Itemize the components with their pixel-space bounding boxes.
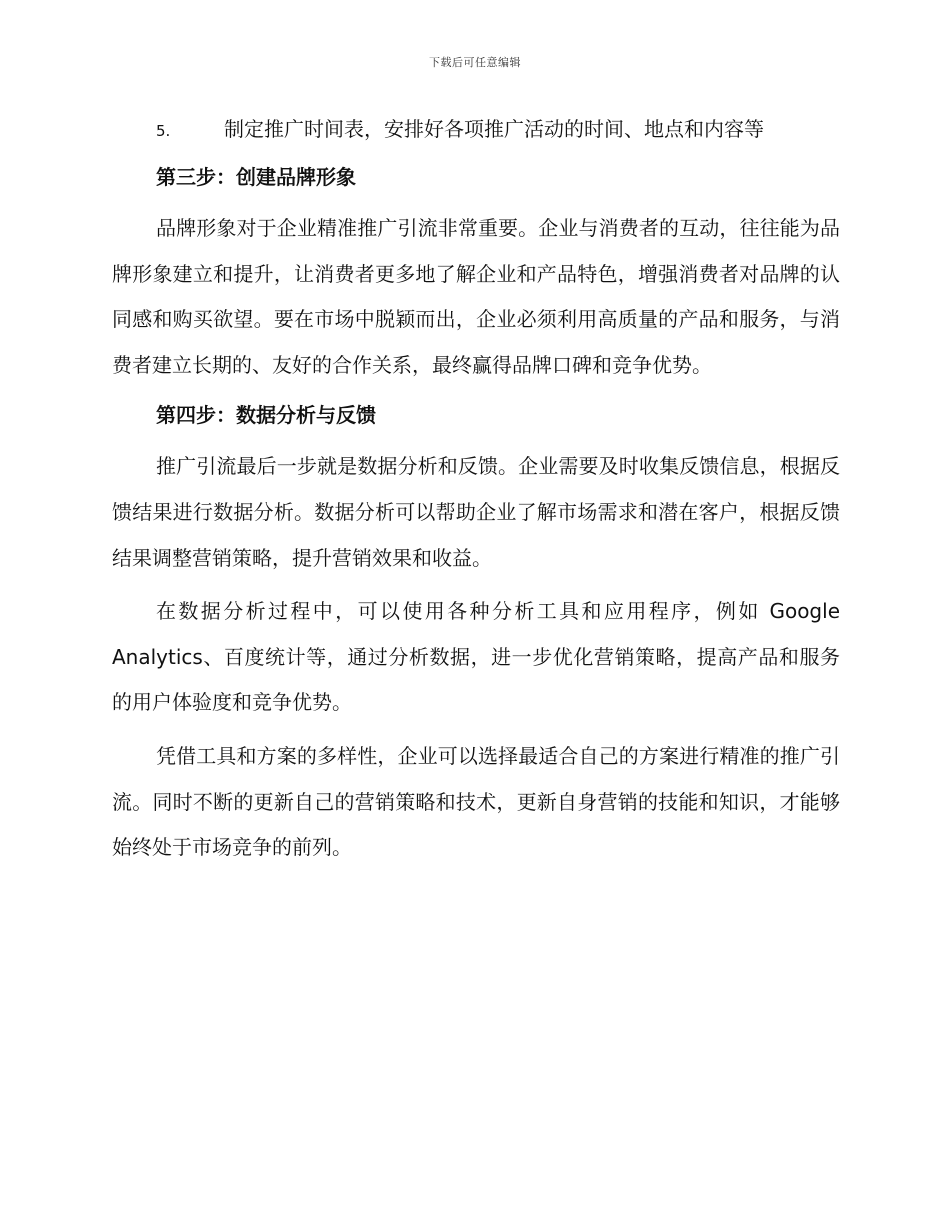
- paragraph-data-analysis: 推广引流最后一步就是数据分析和反馈。企业需要及时收集反馈信息，根据反馈结果进行数据分析。数据分析可以帮助企业了解市场需求和潜在客户，根据反馈结果调整营销策略，提升营销效果和收益。: [112, 454, 840, 570]
- page-header: 下载后可任意编辑: [429, 56, 521, 69]
- paragraph-analysis-tools: 在数据分析过程中，可以使用各种分析工具和应用程序，例如 Google Analytics、百度统计等，通过分析数据，进一步优化营销策略，提高产品和服务的用户体验度和竞争优势。: [112, 599, 840, 715]
- list-item: [112, 110, 840, 150]
- document-body: [112, 110, 840, 879]
- list-item-number: 5.: [156, 122, 171, 140]
- section-heading-step3: 第三步：创建品牌形象: [156, 165, 356, 189]
- section-heading-step4: 第四步：数据分析与反馈: [156, 403, 376, 428]
- paragraph-brand-image: 品牌形象对于企业精准推广引流非常重要。企业与消费者的互动，往往能为品牌形象建立和提升，让消费者更多地了解企业和产品特色，增强消费者对品牌的认同感和购买欲望。要在市场中脱颖而出，企业必须利用高质量的产品和服务，与消费者建立长期的、友好的合作关系，最终赢得品牌口碑和竞争优势。: [112, 216, 840, 377]
- paragraph-conclusion: 凭借工具和方案的多样性，企业可以选择最适合自己的方案进行精准的推广引流。同时不断的更新自己的营销策略和技术，更新自身营销的技能和知识，才能够始终处于市场竞争的前列。: [112, 743, 840, 860]
- list-item-text: 制定推广时间表，安排好各项推广活动的时间、地点和内容等: [224, 117, 764, 141]
